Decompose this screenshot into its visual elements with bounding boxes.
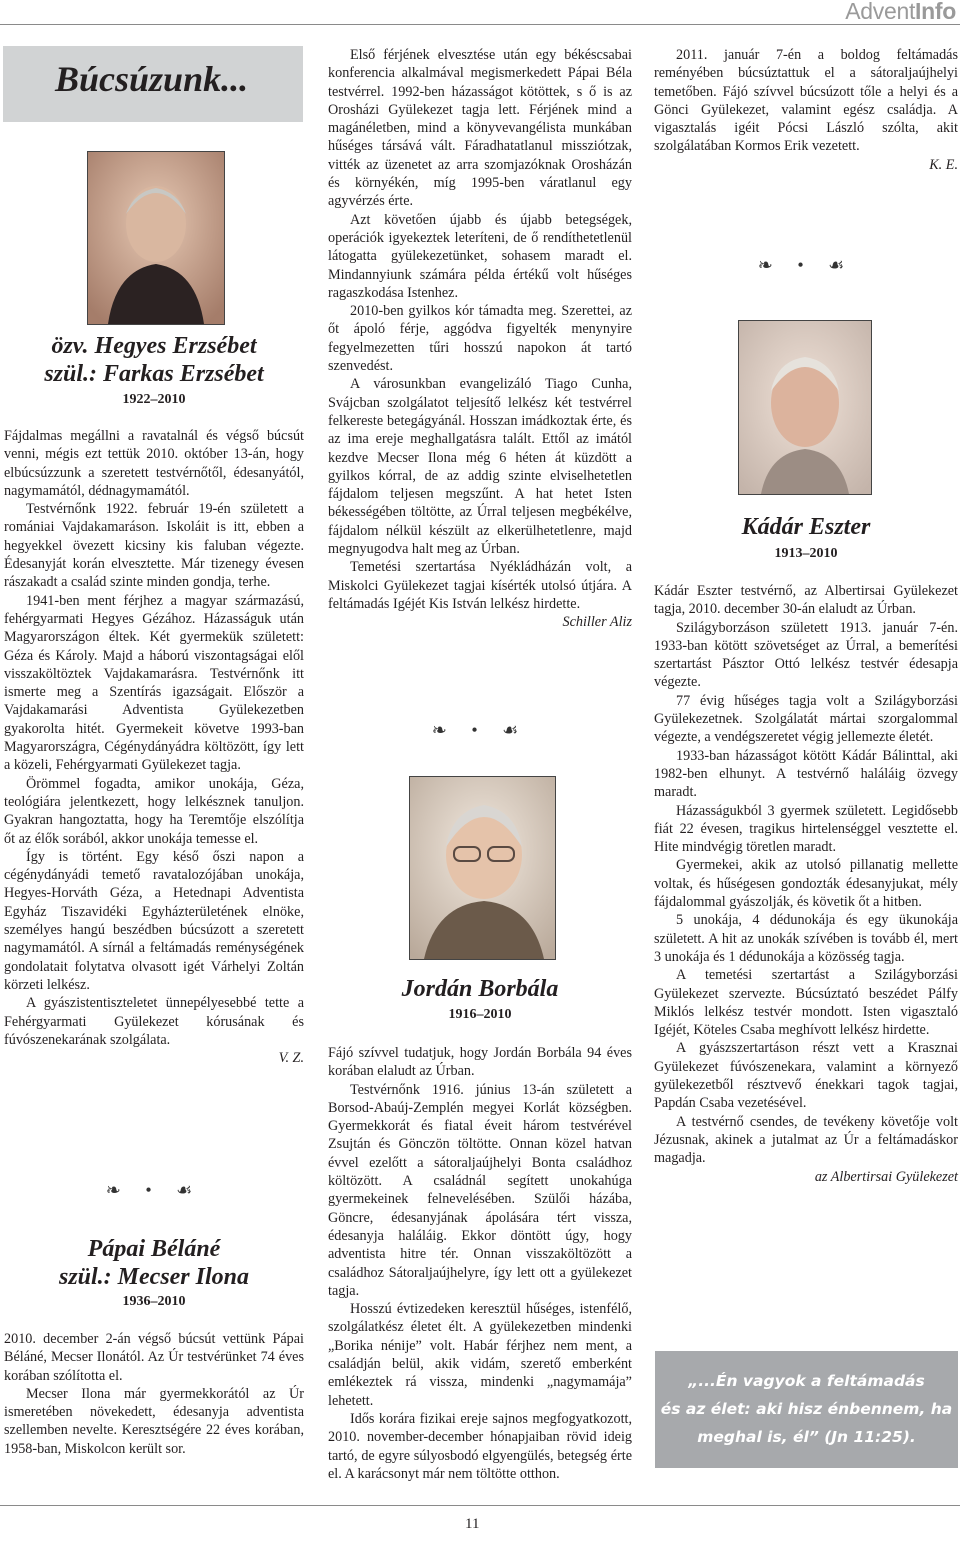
- obituary2-name: [4, 1235, 304, 1291]
- obituary2-column1-text: [4, 1330, 304, 1458]
- quote-line2: és az élet: aki hisz énbennem, ha: [660, 1400, 953, 1418]
- page-number: 11: [465, 1516, 480, 1532]
- obituary2-paragraph: Mecser Ilona már gyermekkorától az Úr ismeretében növekedett, édesanyja adventista szellemben nevelte. Keresztségére 22 éves korában, 1958-ban, Miskolcon került sor.: [4, 1385, 304, 1457]
- obituary4-paragraph: A testvérnő csendes, de tevékeny követője volt Jézusnak, akinek a jutalmat az Úr a feltámadáskor magadja.: [654, 1113, 958, 1167]
- obituary2-paragraph: A városunkban evangelizáló Tiago Cunha, Svájcban szolgálatot teljesítő lelkész két testvérrel felkereste betegágyánál. Hosszan imádkoztak érte, és az ima ereje meghallgatásra talált. Ettől az imától kezdve Mecser Ilona még 6 héten át küzdött a gyilkos kórral, de az addig szinte elviselhetetlen fájdalom teljesen megszűnt. A hat hetet Isten békességében töltötte, az Úrral teljesen megbékélve, fájdalom nélkül készült az elkerülhetetlenre, majd megnyugodva halt meg az Úrban.: [328, 376, 632, 558]
- column-2: [328, 46, 632, 632]
- obituary3-signature: K. E.: [929, 156, 958, 173]
- obituary4-paragraph: A temetési szertartást a Szilágyborzási Gyülekezet szervezte. Búcsúztató beszédet Pálfy Miklós lelkész testvér mondott. Isten vigasztaló Igéjét, Köteles Csaba meghívott lelkész hirdette.: [654, 967, 958, 1039]
- obituary1-paragraph: 1941-ben ment férjhez a magyar származású, fehérgyarmati Hegyes Gézához. Házasságuk után Magyarországon éltek. Két gyermekük született: Géza és Károly. Majd a háború viszontagságai elől visszaköltöztek Vajdakamarásra. Testvérnőnk itt ismerte meg a Szentírás igazságait. Először a Vajdakamarási Adventista Gyülekezetben gyakorolta hitét. Gyermekeit követve 1993-ban Magyarországra, Cégénydányádra költözött, így lett a közeli, Fehérgyarmati Gyülekezet tagja.: [4, 592, 304, 774]
- obituary4-paragraph: Házasságukból 3 gyermek született. Legidősebb fiát 22 évesen, tragikus hirtelenséggel vesztette el. Hite mindvégig töretlen maradt.: [654, 802, 958, 856]
- obituary4-paragraph: 77 évig hűséges tagja volt a Szilágyborzási Gyülekezetnek. Szolgálatát mártai szorgalommal végezte, a vendégszeretet végig jellemezte életét.: [654, 692, 958, 746]
- obituary2-paragraph: 2010-ben gyilkos kór támadta meg. Szerettei, az őt ápoló férje, aggódva figyelték menynyire fegyelmezetten tűri hosszú napokon át tartó szenvedést.: [328, 303, 632, 375]
- obituary3-paragraph: Hosszú évtizedeken keresztül hűséges, istenfélő, szolgálatkész életet élt. A gyülekezetben mindenki „Borika nénije” volt. Habár férjhez nem ment, a családján belül, akik vidám, szerető emberként emlékeztek rá vissza, mindenki „nagymamája” lehetett.: [328, 1301, 632, 1409]
- obituary2-years: 1936–2010: [122, 1294, 186, 1309]
- portrait-photo-hegyes: [87, 151, 225, 325]
- page-title: Búcsúzunk...: [55, 59, 249, 99]
- obituary4-paragraph: Szilágyborzáson született 1913. január 7-én. 1933-ban kötött szövetséget az Úrral, a bemerítési szertartást Pásztor Ottó lelkész testvér édesapja végezte.: [654, 619, 958, 691]
- brand-part2: Info: [915, 0, 956, 24]
- obituary4-paragraph: Gyermekei, akik az utolsó pillanatig mellette voltak, és hűségesen gondozták édesanyjukat, mély fájdalommal gyászolják, és követik őt a hitben.: [654, 857, 958, 911]
- obituary1-signature: V. Z.: [278, 1050, 304, 1067]
- obituary1-name-line2: szül.: Farkas Erzsébet: [44, 361, 264, 387]
- obituary3-column2-text: [328, 1044, 632, 1483]
- obituary1-name-line1: özv. Hegyes Erzsébet: [51, 333, 257, 359]
- bible-quote-box: [655, 1351, 958, 1468]
- obituary3-paragraph: Fájó szívvel tudatjuk, hogy Jordán Borbála 94 éves korában elaludt az Úrban.: [328, 1045, 632, 1080]
- obituary2-signature: Schiller Aliz: [562, 614, 632, 631]
- ornament-divider: ❧ • ☙: [105, 1180, 203, 1200]
- quote-line1: „...Én vagyok a feltámadás: [688, 1372, 925, 1390]
- obituary4-name: Kádár Eszter: [741, 514, 871, 540]
- obituary4-paragraph: Kádár Eszter testvérnő, az Albertirsai Gyülekezet tagja, 2010. december 30-án elaludt az Úrban.: [654, 583, 958, 618]
- ornament-divider: ❧ • ☙: [431, 720, 529, 740]
- obituary1-paragraph: Fájdalmas megállni a ravatalnál és végső búcsút venni, mégis ezt tettük 2010. október 13-án, hogy elbúcsúzzunk a szeretett testvérnőtől, édesanyától, nagymamától, dédnagymamától.: [4, 428, 304, 499]
- obituary3-paragraph: 2011. január 7-én a boldog feltámadás reményében búcsúztattuk el a sátoraljaújhelyi temetőben. Fájó szívvel búcsúzott tőle a helyi és a Gönci Gyülekezet, valamint egész családja. A vigasztalás igéit Pócsi László szólta, akit szolgálatában Kormos Erik vezetett.: [654, 47, 958, 155]
- footer-rule: [0, 1505, 960, 1506]
- obituary3-name: Jordán Borbála: [401, 976, 559, 1002]
- obituary1-paragraph: A gyászistentiszteletet ünnepélyesebbé tette a Fehérgyarmati Gyülekezet kórusának és fúvószenekarának szolgálata.: [4, 995, 304, 1048]
- obituary4-years: 1913–2010: [774, 546, 838, 561]
- obituary3-paragraph: Idős korára fizikai ereje sajnos megfogyatkozott, 2010. november-december hónapjaiban rövid ideig tartó, de egyre súlyosbodó elgyengülés, betegség érte el. A karácsonyt már nem töltötte otthon.: [328, 1410, 632, 1482]
- column-3: [654, 46, 958, 174]
- column-1: [4, 427, 304, 1067]
- obituary1-paragraph: Örömmel fogadta, amikor unokája, Géza, teológiára jelentkezett, hogy lelkésznek tanuljon. Gyakran hangoztatta, hogy ha Teremtője elszólítja őt az élők sorából, akkor unokája temesse el.: [4, 775, 304, 847]
- title-box: [3, 46, 303, 122]
- ornament-divider: ❧ • ☙: [757, 255, 855, 275]
- portrait-photo-jordan: [409, 776, 556, 960]
- obituary4-text: [654, 582, 958, 1186]
- brand-part1: Advent: [845, 0, 916, 24]
- obituary4-paragraph: 1933-ban házasságot kötött Kádár Bálinttal, aki 1982-ben elhunyt. A testvérnő haláláig özvegy maradt.: [654, 747, 958, 801]
- obituary2-name-line1: Pápai Béláné: [87, 1236, 221, 1262]
- obituary4-paragraph: A gyászszertartáson részt vett a Krasznai Gyülekezet fúvószenekara, valamint a környező gyülekezetből résztvevő énekkari tagok tagjai, Papdán Csaba vezetésével.: [654, 1040, 958, 1112]
- obituary3-years: 1916–2010: [448, 1007, 512, 1022]
- obituary2-paragraph: Azt követően újabb és újabb betegségek, operációk igyekeztek leteríteni, de ő rendíthetetlenül látogatta gyülekezetünket, sohasem maradt el. Mindannyiunk számára példa értékű volt hűséges ragaszkodása Istenhez.: [328, 211, 632, 301]
- quote-line3: meghal is, él” (Jn 11:25).: [697, 1428, 916, 1446]
- obituary2-paragraph: Első férjének elvesztése után egy békéscsabai konferencia alkalmával megismerkedett Pápai Béla testvérrel. 1992-ben házasságot kötöttek, s ő is az Orosházi Gyülekezet tagja lett. Férjének mind a magánéletben, mind a könyvevangélista munkában hűséges társává vált. Fáradhatatlanul missziótzak, vitték az üzenetet az arra szomjazóknak Orosházán és környékén, míg 1995-ben váratlanul egy agyvérzés érte.: [328, 47, 632, 210]
- obituary1-years: 1922–2010: [122, 392, 186, 407]
- obituary1-paragraph: Így is történt. Egy késő őszi napon a cégénydányádi temető ravatalozójában unokája, Hegyes-Horváth Géza, a Hetednapi Adventista Egyház Tiszavidéki Egyházterületének elnöke, személyes hangú beszédben búcsúzott a szeretett nagymamától. A sírnál a feltámadás reménységének gondolatait folytatva olvasott igét Várhelyi Zoltán körzeti lelkész.: [4, 848, 304, 993]
- header-rule: [0, 24, 960, 25]
- obituary2-paragraph: 2010. december 2-án végső búcsút vettünk Pápai Béláné, Mecser Ilonától. Az Úr testvérünket 74 éves korában szólította el.: [4, 1331, 304, 1384]
- obituary4-paragraph: 5 unokája, 4 dédunokája és egy ükunokája született. A hit az unokák szívében is tovább él, mert 3 unokája és 1 dédunokája a közösség tagja.: [654, 912, 958, 965]
- obituary3-paragraph: Testvérnőnk 1916. június 13-án született a Borsod-Abaúj-Zemplén megyei Korlát községben. Gyermekkorát és fiatal éveit három testvérével Zsujtán és Gönczön töltötte. Onnan közel hatvan évvel ezelőtt a sátoraljaújhelyi Bonta családhoz költözött. A családnál segített unokahúga gyermekeinek felnevelésében. Szülői házába, Göncre, édesanyjának ápolására tért vissza, édesanyja haláláig. Ekkor döntött úgy, hogy adventista hitre tér. Onnan visszaköltözött a családhoz Sátoraljaújhelyre, így lett ott a gyülekezet tagja.: [328, 1081, 632, 1299]
- brand-logo: [845, 0, 956, 25]
- obituary2-paragraph: Temetési szertartása Nyékládházán volt, a Miskolci Gyülekezet tagjai kísérték utolsó útjára. A feltámadás Igéjét Kis István lelkész hirdette.: [328, 559, 632, 612]
- obituary4-signature: az Albertirsai Gyülekezet: [814, 1168, 958, 1185]
- obituary1-name: [4, 332, 304, 388]
- obituary1-paragraph: Testvérnőnk 1922. február 19-én született a romániai Vajdakamaráson. Iskoláit is itt, ebben a hegyekkel övezett kicsiny kis faluban végezte. Édesanyját korán elvesztette. Már tizenegy évesen rászakadt a család szinte minden gondja, terhe.: [4, 501, 304, 591]
- obituary2-name-line2: szül.: Mecser Ilona: [58, 1264, 250, 1290]
- portrait-photo-kadar: [738, 320, 872, 495]
